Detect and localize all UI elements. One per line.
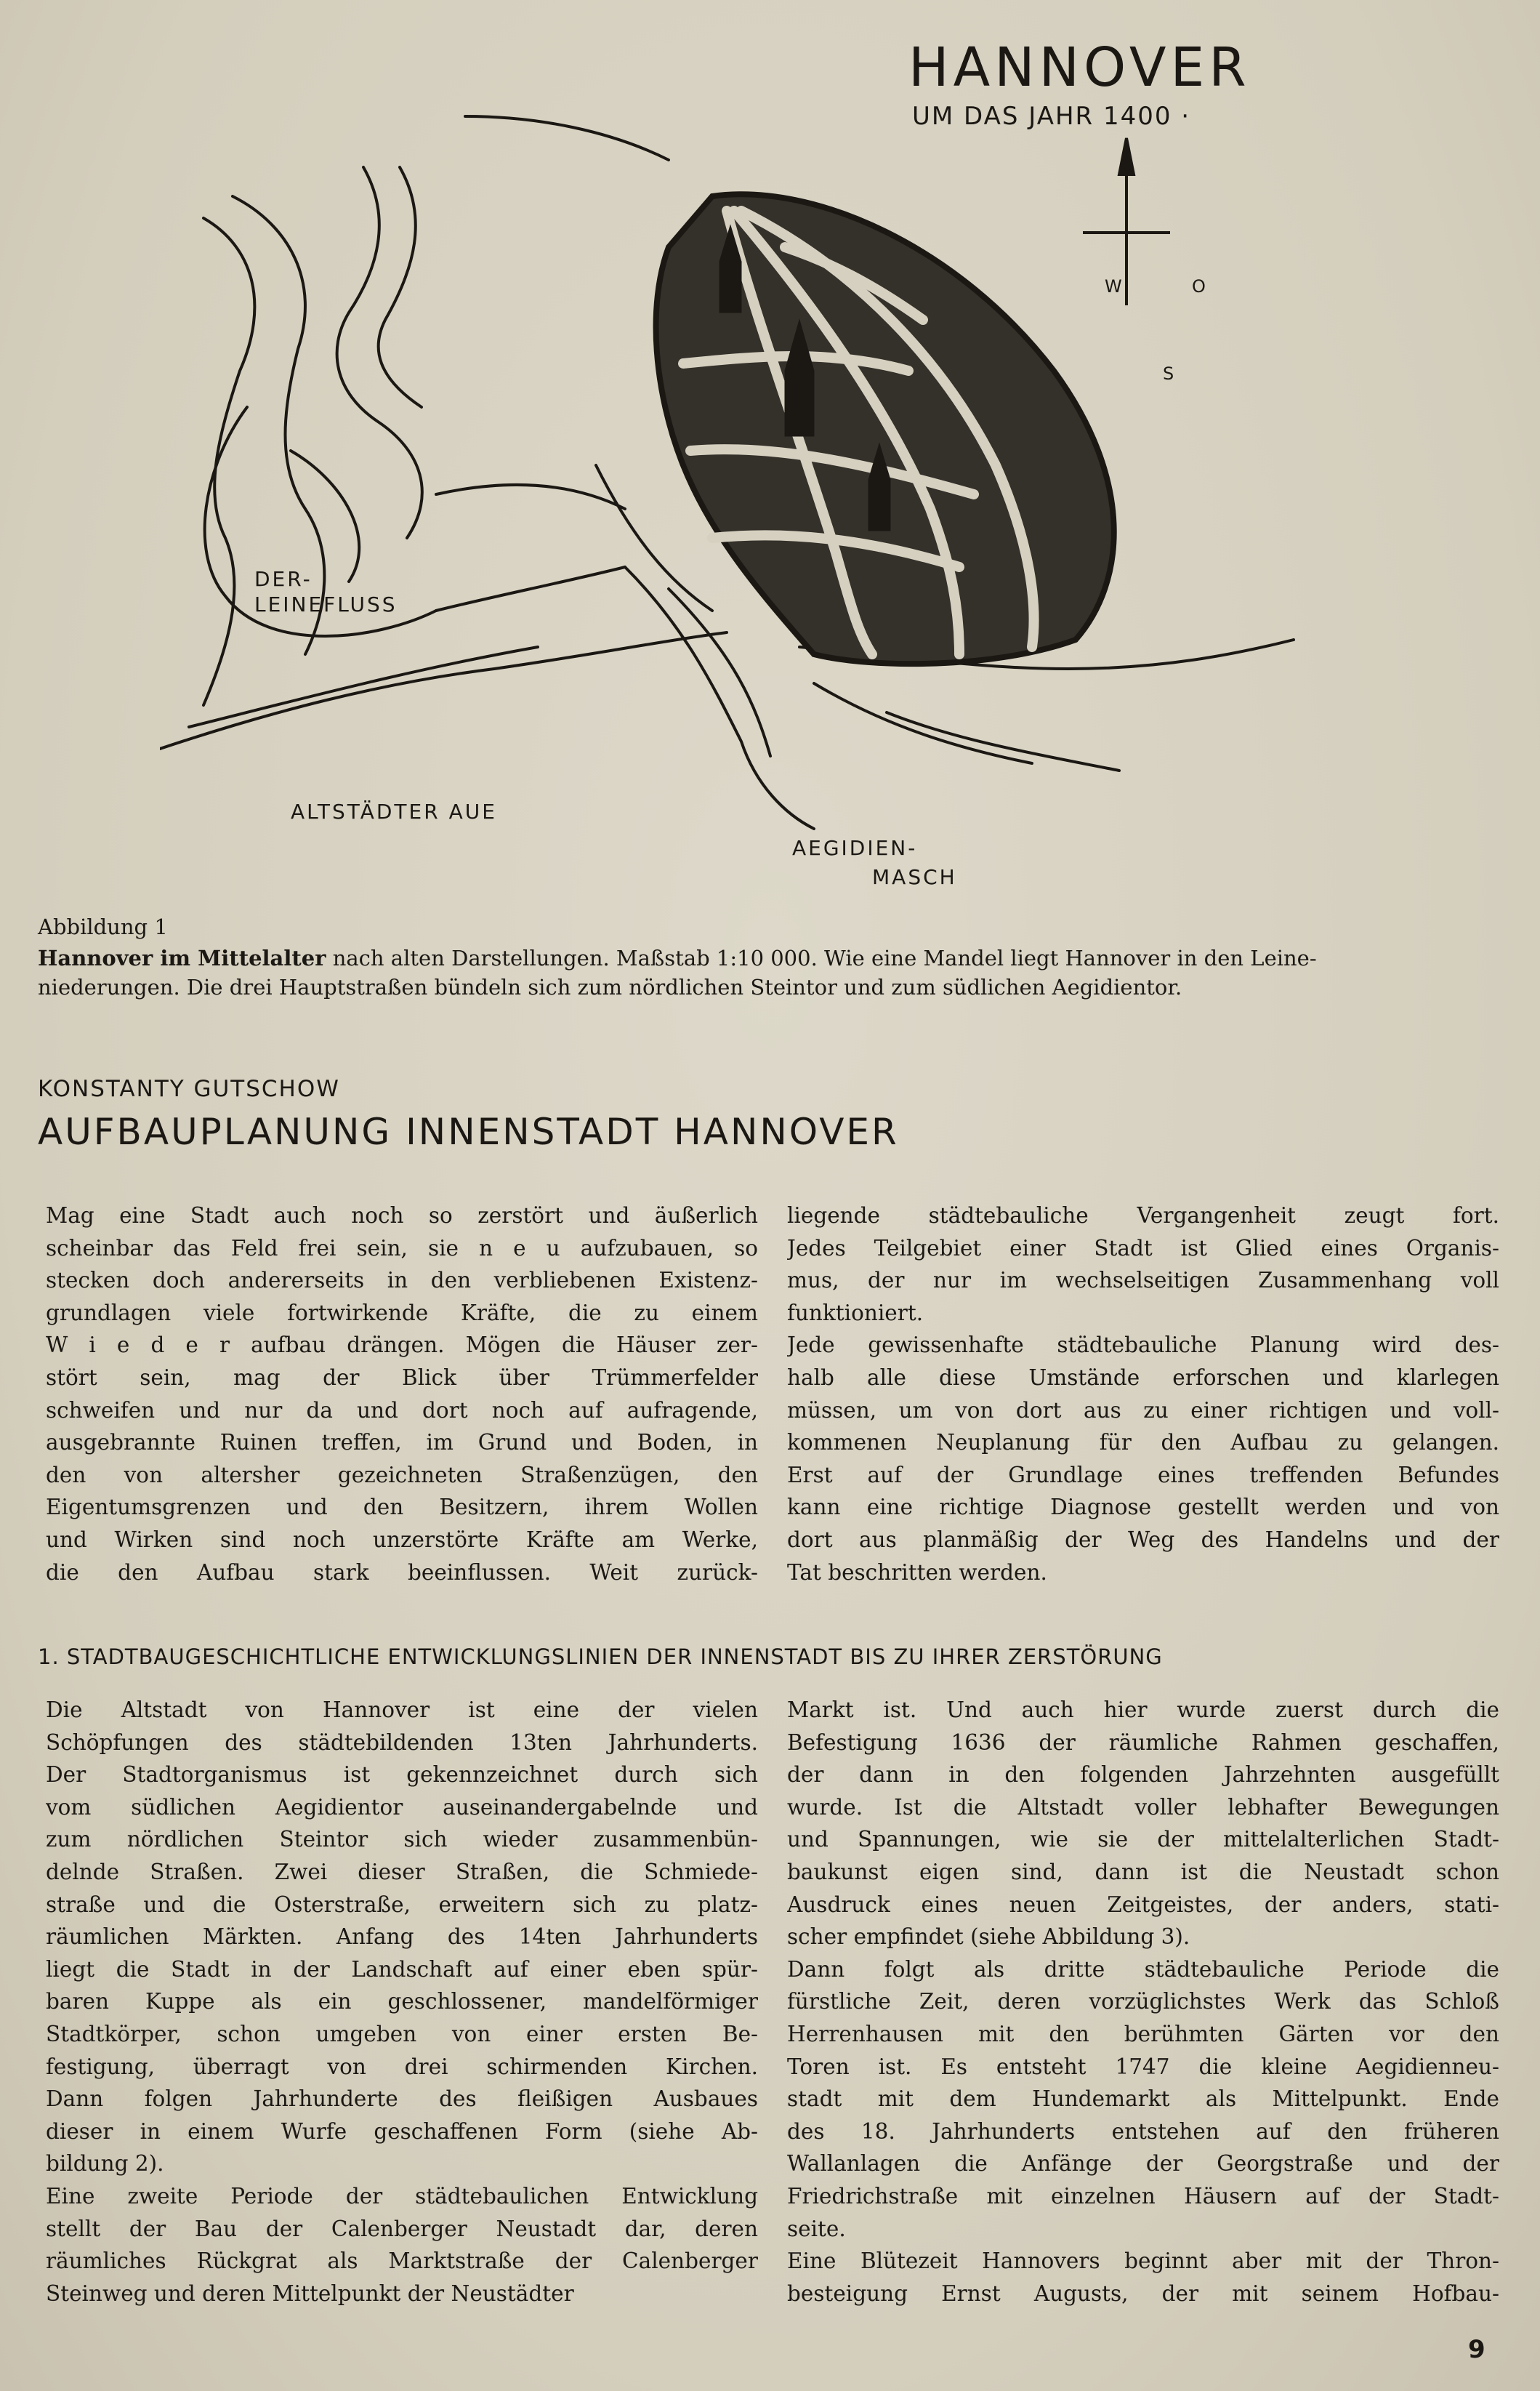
text-line: die den Aufbau stark beeinflussen. Weit zurück- (46, 1559, 758, 1585)
text-line: Herrenhausen mit den berühmten Gärten vor den (787, 2021, 1499, 2046)
section-heading: 1. STADTBAUGESCHICHTLICHE ENTWICKLUNGSLINIEN DER INNENSTADT BIS ZU IHRER ZERSTÖRUNG (38, 1644, 1163, 1669)
figure-label: Abbildung 1 (38, 915, 168, 939)
text-line: bildung 2). (46, 2151, 164, 2177)
text-line: baren Kuppe als ein geschlossener, mandelförmiger (46, 1989, 758, 2014)
text-line: schweifen und nur da und dort noch auf aufragende, (46, 1397, 758, 1423)
text-line: Befestigung 1636 der räumliche Rahmen geschaffen, (787, 1729, 1499, 1755)
map-label-altstaedter-aue: ALTSTÄDTER AUE (291, 800, 497, 824)
author-name: KONSTANTY GUTSCHOW (38, 1076, 340, 1102)
text-line: Eigentumsgrenzen und den Besitzern, ihrem Wollen (46, 1495, 758, 1520)
text-line: grundlagen viele fortwirkende Kräfte, die zu einem (46, 1300, 758, 1325)
text-line: Friedrichstraße mit einzelnen Häusern auf der Stadt- (787, 2183, 1499, 2209)
text-line: scheinbar das Feld frei sein, sie n e u aufzubauen, so (46, 1235, 758, 1261)
text-line: Toren ist. Es entsteht 1747 die kleine Aegidienneu- (787, 2054, 1499, 2079)
text-line: räumlichen Märkten. Anfang des 14ten Jahrhunderts (46, 1924, 758, 1950)
text-line: Mag eine Stadt auch noch so zerstört und äußerlich (46, 1203, 758, 1228)
text-line: mus, der nur im wechselseitigen Zusammenhang voll (787, 1268, 1499, 1293)
text-line: Eine Blütezeit Hannovers beginnt aber mit der Thron- (787, 2249, 1499, 2274)
text-line: zum nördlichen Steintor sich wieder zusammenbün- (46, 1827, 758, 1852)
text-line: Jedes Teilgebiet einer Stadt ist Glied eines Organis- (787, 1235, 1499, 1261)
text-line: Dann folgt als dritte städtebauliche Periode die (787, 1956, 1499, 1982)
text-line: kommenen Neuplanung für den Aufbau zu gelangen. (787, 1430, 1499, 1455)
text-line: räumliches Rückgrat als Marktstraße der Calenberger (46, 2249, 758, 2274)
text-line: stadt mit dem Hundemarkt als Mittelpunkt. Ende (787, 2086, 1499, 2112)
text-line: straße und die Osterstraße, erweitern sich zu platz- (46, 1892, 758, 1917)
text-line: liegende städtebauliche Vergangenheit zeugt fort. (787, 1203, 1499, 1228)
historic-map-illustration (160, 29, 1323, 916)
text-line: Erst auf der Grundlage eines treffenden Befundes (787, 1462, 1499, 1487)
text-line: festigung, überragt von drei schirmenden Kirchen. (46, 2054, 758, 2079)
text-line: vom südlichen Aegidientor auseinandergabelnde und (46, 1794, 758, 1820)
text-line: des 18. Jahrhunderts entstehen auf den früheren (787, 2118, 1499, 2144)
text-line: stört sein, mag der Blick über Trümmerfelder (46, 1365, 758, 1390)
page-number: 9 (1468, 2335, 1485, 2364)
text-line: W i e d e r aufbau drängen. Mögen die Häuser zer- (46, 1333, 758, 1358)
text-line: Dann folgen Jahrhunderte des fleißigen Ausbaues (46, 2086, 758, 2112)
text-line: Jede gewissenhafte städtebauliche Planung wird des- (787, 1333, 1499, 1358)
body-column-left (46, 1694, 758, 2310)
caption-line-1: nach alten Darstellungen. Maßstab 1:10 000. Wie eine Mandel liegt Hannover in den Leine- (332, 946, 1317, 971)
text-line: stellt der Bau der Calenberger Neustadt dar, deren (46, 2216, 758, 2241)
text-line: Stadtkörper, schon umgeben von einer ersten Be- (46, 2021, 758, 2046)
map-label-leinefluss-1: DER- (254, 567, 313, 591)
text-line: wurde. Ist die Altstadt voller lebhafter Bewegungen (787, 1794, 1499, 1820)
figure-caption (38, 944, 1491, 1002)
text-line: fürstliche Zeit, deren vorzüglichstes Werk das Schloß (787, 1989, 1499, 2014)
text-line: seite. (787, 2216, 846, 2241)
text-line: scher empfindet (siehe Abbildung 3). (787, 1924, 1190, 1950)
text-line: dort aus planmäßig der Weg des Handelns und der (787, 1527, 1499, 1552)
text-line: Steinweg und deren Mittelpunkt der Neustädter (46, 2281, 574, 2306)
text-line: Schöpfungen des städtebildenden 13ten Jahrhunderts. (46, 1729, 758, 1755)
text-line: halb alle diese Umstände erforschen und klarlegen (787, 1365, 1499, 1390)
text-line: und Wirken sind noch unzerstörte Kräfte am Werke, (46, 1527, 758, 1552)
intro-column-left (46, 1199, 758, 1588)
text-line: und Spannungen, wie sie der mittelalterlichen Stadt- (787, 1827, 1499, 1852)
map-label-aegidien-1: AEGIDIEN- (792, 836, 918, 860)
text-line: müssen, um von dort aus zu einer richtigen und voll- (787, 1397, 1499, 1423)
compass-south-label: S (1163, 363, 1175, 384)
text-line: Tat beschritten werden. (787, 1559, 1047, 1585)
text-line: liegt die Stadt in der Landschaft auf einer eben spür- (46, 1956, 758, 1982)
map-subtitle: UM DAS JAHR 1400 · (912, 102, 1191, 131)
map-label-leinefluss-2: LEINEFLUSS (254, 592, 398, 616)
caption-bold-lead: Hannover im Mittelalter (38, 946, 326, 971)
body-column-right (787, 1694, 1499, 2310)
article-headline: AUFBAUPLANUNG INNENSTADT HANNOVER (38, 1111, 899, 1153)
text-line: Der Stadtorganismus ist gekennzeichnet durch sich (46, 1762, 758, 1788)
text-line: kann eine richtige Diagnose gestellt werden und von (787, 1495, 1499, 1520)
text-line: besteigung Ernst Augusts, der mit seinem Hofbau- (787, 2281, 1499, 2306)
compass-east-label: O (1192, 276, 1206, 297)
text-line: delnde Straßen. Zwei dieser Straßen, die Schmiede- (46, 1859, 758, 1884)
text-line: Wallanlagen die Anfänge der Georgstraße und der (787, 2151, 1499, 2177)
map-title: HANNOVER (908, 36, 1251, 99)
text-line: dieser in einem Wurfe geschaffenen Form (siehe Ab- (46, 2118, 758, 2144)
text-line: funktioniert. (787, 1300, 924, 1325)
text-line: Eine zweite Periode der städtebaulichen Entwicklung (46, 2183, 758, 2209)
text-line: Markt ist. Und auch hier wurde zuerst durch die (787, 1697, 1499, 1722)
medieval-town-map-icon (160, 29, 1323, 916)
text-line: baukunst eigen sind, dann ist die Neustadt schon (787, 1859, 1499, 1884)
text-line: Ausdruck eines neuen Zeitgeistes, der anders, stati- (787, 1892, 1499, 1917)
text-line: ausgebrannte Ruinen treffen, im Grund und Boden, in (46, 1430, 758, 1455)
map-label-aegidien-2: MASCH (872, 865, 957, 889)
text-line: der dann in den folgenden Jahrzehnten ausgefüllt (787, 1762, 1499, 1788)
text-line: Die Altstadt von Hannover ist eine der vielen (46, 1697, 758, 1722)
text-line: stecken doch andererseits in den verbliebenen Existenz- (46, 1268, 758, 1293)
intro-column-right (787, 1199, 1499, 1588)
caption-line-2: niederungen. Die drei Hauptstraßen bündeln sich zum nördlichen Steintor und zum südlichen Aegidientor. (38, 975, 1182, 1000)
text-line: den von altersher gezeichneten Straßenzügen, den (46, 1462, 758, 1487)
compass-west-label: W (1105, 276, 1123, 297)
